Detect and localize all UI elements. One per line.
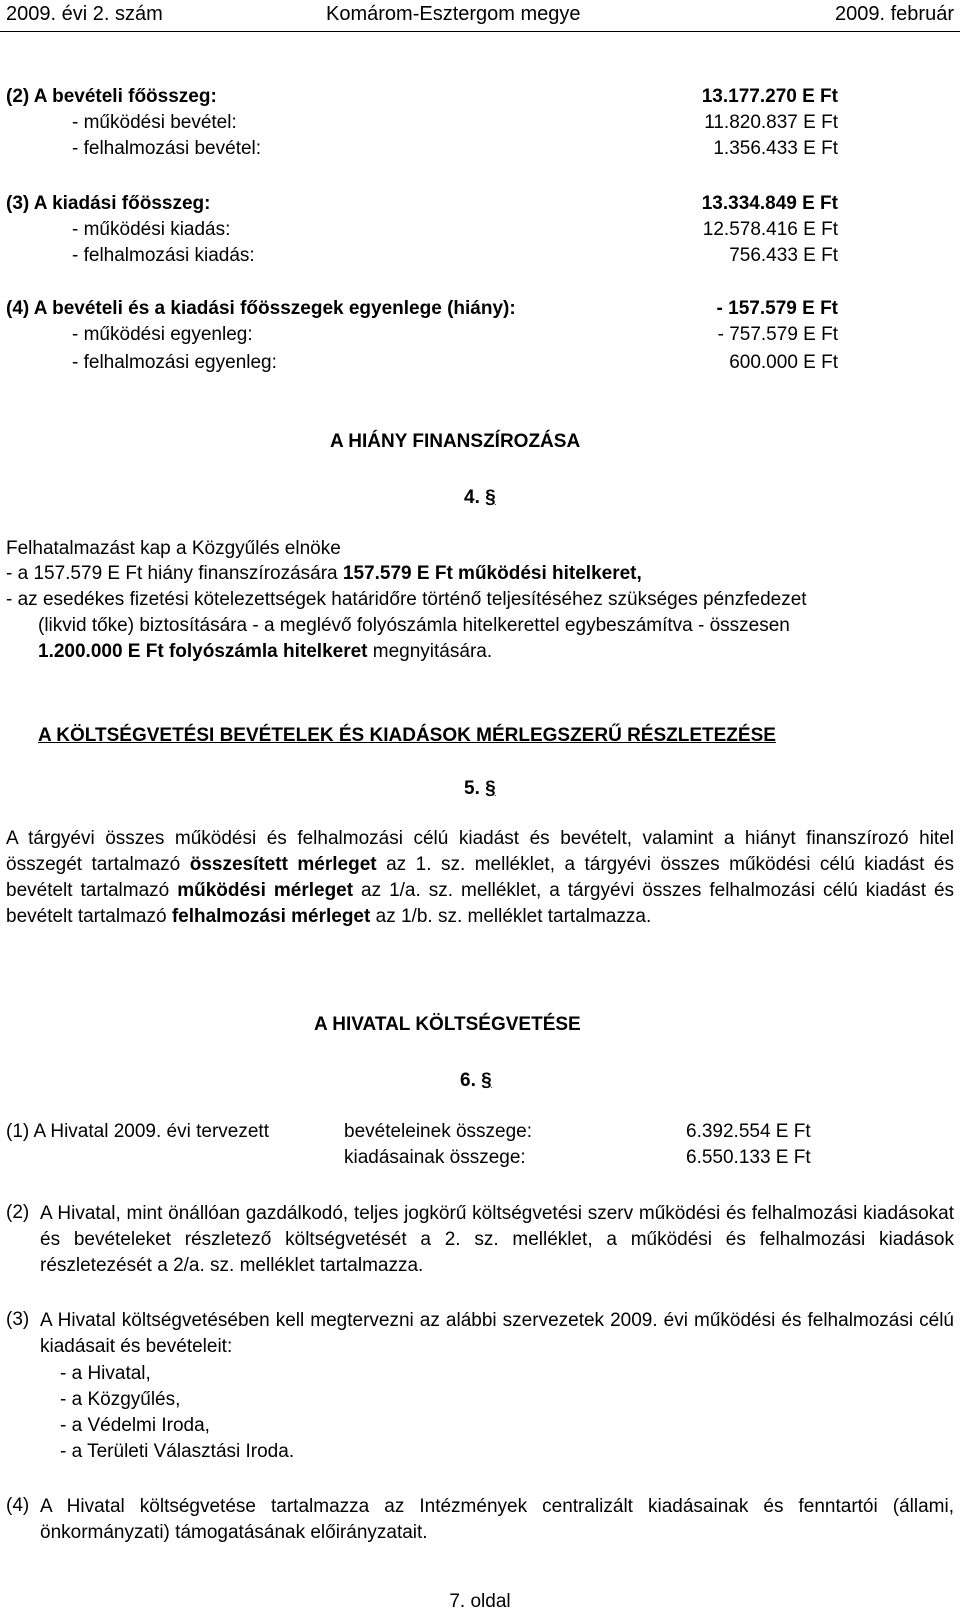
revenue-op-label: - működési bevétel: — [72, 112, 237, 133]
deficit-item-2-tail: megnyitására. — [367, 641, 493, 662]
office-heading: A HIVATAL KÖLTSÉGVETÉSE — [314, 1014, 581, 1035]
expense-cap-label: - felhalmozási kiadás: — [72, 245, 255, 266]
office-p3-text: A Hivatal költségvetésében kell megtervezni az alábbi szervezetek 2009. évi működési és felhalmozási célú kiadásait és bevételeit: — [40, 1310, 954, 1357]
office-p3-item: - a Védelmi Iroda, — [60, 1415, 210, 1436]
balance-sheet-paragraph-number — [464, 777, 496, 801]
bs-text-1: A tárgyévi összes működési és felhalmozási célú kiadást és bevételt, valamint a hiányt finanszírozó hitel összegét tartalmazó — [6, 828, 954, 875]
bs-text-4: az 1/b. sz. melléklet tartalmazza. — [370, 906, 652, 927]
section-sign-icon: § — [485, 778, 496, 799]
expense-op-value: 12.578.416 E Ft — [702, 219, 838, 240]
header-county: Komárom-Esztergom megye — [326, 3, 581, 25]
bs-text-3: az 1/a. sz. melléklet, a tárgyévi összes felhalmozási célú kiadást és bevételt tartalmazó — [6, 880, 955, 927]
revenue-total: 13.177.270 E Ft — [701, 86, 838, 107]
office-p3-item: - a Közgyűlés, — [60, 1389, 181, 1410]
office-paragraph-number — [460, 1069, 492, 1093]
office-p4-number: (4) — [6, 1495, 30, 1516]
bs-bold-1: összesített mérleget — [189, 854, 377, 875]
expense-title: (3) A kiadási főösszeg: — [6, 193, 211, 214]
balance-cap-value: 600.000 E Ft — [729, 352, 838, 373]
revenue-cap-label: - felhalmozási bevétel: — [72, 138, 262, 159]
deficit-item-2-bold: 1.200.000 E Ft folyószámla hitelkeret — [38, 641, 368, 662]
revenue-title: (2) A bevételi főösszeg: — [6, 86, 217, 107]
office-p1-exp-label: kiadásainak összege: — [344, 1147, 526, 1168]
balance-title: (4) A bevételi és a kiadási főösszegek egyenlege (hiány): — [6, 298, 516, 319]
office-p3-item: - a Hivatal, — [60, 1363, 151, 1384]
header-rule — [0, 31, 960, 32]
expense-total: 13.334.849 E Ft — [701, 193, 838, 214]
header-issue: 2009. évi 2. szám — [6, 3, 163, 25]
balance-cap-label: - felhalmozási egyenleg: — [72, 352, 277, 373]
deficit-paragraph-number — [464, 486, 496, 510]
revenue-op-value: 11.820.837 E Ft — [704, 112, 838, 133]
office-p1-rev-value: 6.392.554 E Ft — [686, 1121, 811, 1142]
office-p2-text: A Hivatal, mint önállóan gazdálkodó, teljes jogkörű költségvetési szerv működési és felhalmozási kiadásokat és bevételeket részletező költségvetését a 2. sz. melléklet, a működési és felhalmozási kiadások részletezését a 2/a. sz. melléklet tartalmazza. — [40, 1203, 954, 1276]
balance-sheet-paragraph — [6, 826, 954, 930]
deficit-heading: A HIÁNY FINANSZÍROZÁSA — [330, 431, 581, 452]
deficit-item-2-line-1: - az esedékes fizetési kötelezettségek határidőre történő teljesítéséhez szükséges pénzfedezet — [6, 589, 807, 610]
balance-total: - 157.579 E Ft — [716, 298, 838, 319]
expense-op-label: - működési kiadás: — [72, 219, 231, 240]
office-p3-item: - a Területi Választási Iroda. — [60, 1441, 295, 1462]
bs-bold-3: felhalmozási mérleget — [171, 906, 371, 927]
office-p4-text: A Hivatal költségvetése tartalmazza az Intézmények centralizált kiadásainak és fenntartói (állami, önkormányzati) támogatásának előirányzatait. — [40, 1496, 954, 1543]
office-p1-exp-value: 6.550.133 E Ft — [686, 1147, 811, 1168]
deficit-item-2-line-3 — [38, 640, 492, 664]
deficit-para-no: 4. — [464, 487, 480, 508]
page-header — [0, 0, 960, 28]
deficit-item-1-bold: 157.579 E Ft működési hitelkeret, — [342, 563, 642, 584]
balance-sheet-para-no: 5. — [464, 778, 480, 799]
deficit-item-1-text: - a 157.579 E Ft hiány finanszírozására — [6, 563, 343, 584]
section-sign-icon: § — [485, 487, 496, 508]
section-sign-icon: § — [481, 1070, 492, 1091]
office-p1-label: (1) A Hivatal 2009. évi tervezett — [6, 1121, 269, 1142]
bs-bold-2: működési mérleget — [177, 880, 354, 901]
office-p2-number: (2) — [6, 1202, 30, 1223]
office-p1-rev-label: bevételeinek összege: — [344, 1121, 533, 1142]
balance-op-value: - 757.579 E Ft — [717, 324, 838, 345]
expense-cap-value: 756.433 E Ft — [729, 245, 838, 266]
office-p3-number: (3) — [6, 1309, 30, 1330]
deficit-item-2-line-2: (likvid tőke) biztosítására - a meglévő folyószámla hitelkerettel egybeszámítva - összesen — [38, 615, 790, 636]
balance-sheet-heading: A KÖLTSÉGVETÉSI BEVÉTELEK ÉS KIADÁSOK MÉRLEGSZERŰ RÉSZLETEZÉSE — [38, 725, 776, 746]
deficit-item-1 — [6, 562, 642, 586]
balance-op-label: - működési egyenleg: — [72, 324, 253, 345]
revenue-cap-value: 1.356.433 E Ft — [713, 138, 838, 159]
office-para-no: 6. — [460, 1070, 476, 1091]
header-date: 2009. február — [835, 3, 954, 25]
bs-text-2: az 1. sz. melléklet, a tárgyévi összes működési célú kiadást és bevételt tartalmazó — [6, 854, 954, 901]
page-number: 7. oldal — [449, 1591, 511, 1612]
deficit-intro: Felhatalmazást kap a Közgyűlés elnöke — [6, 538, 341, 559]
